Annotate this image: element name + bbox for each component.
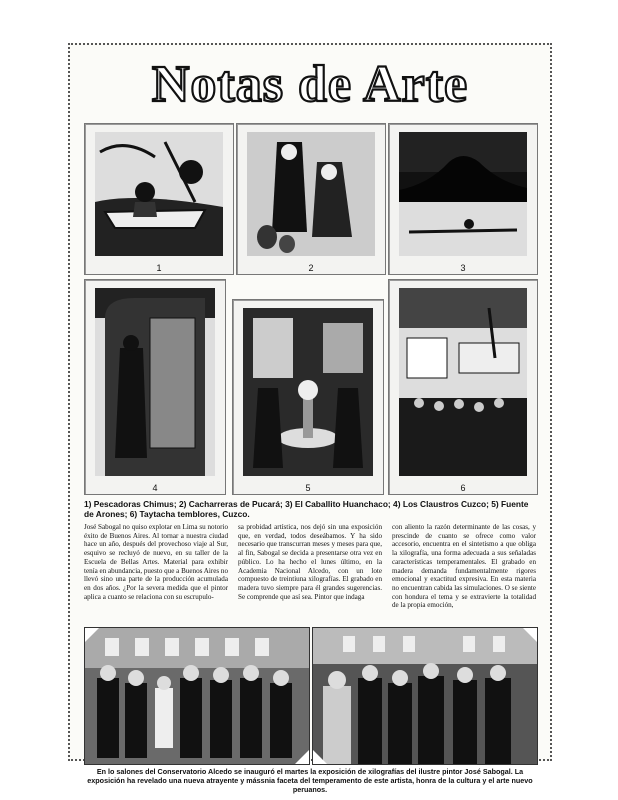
plate-3: [388, 123, 538, 275]
plate-number: 4: [152, 483, 158, 493]
magazine-page: [68, 43, 552, 794]
woodcut-image-reed-boat: [399, 132, 527, 256]
exhibition-photo-right: [312, 627, 538, 765]
plate-number: 1: [156, 263, 162, 273]
plate-number: 5: [305, 483, 311, 493]
plate-1: [84, 123, 234, 275]
plate-2: [236, 123, 386, 275]
plate-number: 6: [460, 483, 466, 493]
woodcut-image-procession: [399, 288, 527, 476]
plate-5: [232, 299, 384, 495]
woodcut-image-fountain: [243, 308, 373, 476]
masthead-lettering: [100, 53, 520, 113]
article-column-3: con aliento la razón determinante de las cosas, y prescinde de cuanto se ofrece como valor accesorio, encuentra en el sintetismo a que obliga la xilografía, una forma adecuada a sus señaladas características temperamentales. El grabado en madera demanda fundamentalmente rigores emocional y exactitud expresiva. En esta materia no encuentran cabida las simulaciones. O se siente con hondura el tema y se extravierte la totalidad de la propia emoción,: [392, 523, 536, 610]
plates-caption: 1) Pescadoras Chimus; 2) Cacharreras de Pucará; 3) El Caballito Huanchaco; 4) Los Claustros Cuzco; 5) Fuente de Arones; 6) Taytacha temblores, Cuzco.: [84, 499, 529, 519]
plate-4: [84, 279, 226, 495]
plate-number: 3: [460, 263, 466, 273]
photos-caption: En lo salones del Conservatorio Alcedo se inauguró el martes la exposición de xilografías del ilustre pintor José Sabogal. La exposición ha revelado una nueva atrayente y mássnia faceta del temperamento de este artista, honra de la cultura y el arte nuevo peruanos.: [87, 767, 533, 794]
article-column-2: sa probidad artística, nos dejó sin una exposición que, en verdad, todos deseábamos. Y ha sido necesario que transcurran meses y meses para que, al fin, Sabogal se decida a presentarse otra vez en público. Lo ha hecho el lunes último, en la Academia Nacional Alcedo, con un lote compuesto de treintiuna xilografías. El grabado en madera tuvo siempre para él grandes sugerencias. Se comprende que así sea. Pintor que indaga: [238, 523, 382, 601]
woodcut-image-cloisters: [95, 288, 215, 476]
woodcut-image-fishers: [95, 132, 223, 256]
woodcut-image-potters: [247, 132, 375, 256]
masthead-title: [100, 53, 520, 113]
plate-6: [388, 279, 538, 495]
article-column-1: José Sabogal no quiso explotar en Lima su notorio éxito de Buenos Aires. Al tornar a nuestra ciudad hace un año, después del provechoso viaje al Sur, esquivo se recluyó de nuevo, en su taller de la Escuela de Bellas Artes. Material para exhibir tenía en abundancia, puesto que a Buenos Aires no llevó sino una parte de la producción acumulada en dos años. ¿Por la severa medida que el pintor aplica a cuanto se relaciona con su escrupulo-: [84, 523, 228, 601]
exhibition-photos: [84, 627, 536, 763]
woodcut-plates-grid: [84, 123, 536, 495]
plate-number: 2: [308, 263, 314, 273]
article-columns: [84, 523, 536, 623]
masthead-text: Notas de Arte: [151, 56, 469, 113]
exhibition-photo-left: [84, 627, 310, 765]
